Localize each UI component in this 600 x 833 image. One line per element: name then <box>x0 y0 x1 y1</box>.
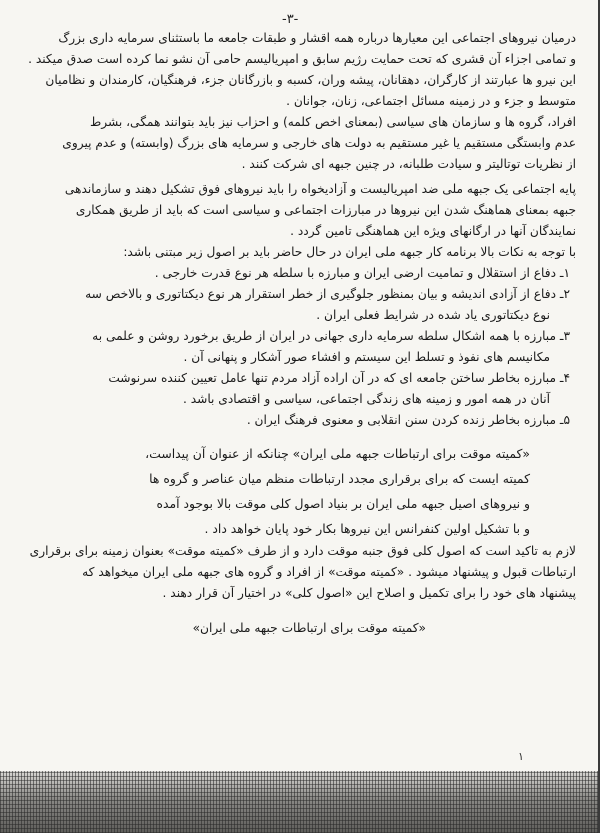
principle-item: ۳ـ مبارزه با همه اشکال سلطه سرمایه داری جهانی در ایران از طریق برخورد روشن و علمی به <box>92 329 570 343</box>
text-line: این نیرو ها عبارتند از کارگران، دهقانان، پیشه وران، کسبه و بازرگانان جزء، فرهنگیان، کارمندان و نظامیان <box>45 73 576 87</box>
signature: «کمیته موقت برای ارتباطات جبهه ملی ایران» <box>192 621 426 635</box>
principle-item-continuation: آنان در همه امور و زمینه های زندگی اجتماعی، سیاسی و اقتصادی باشد . <box>182 392 550 406</box>
document-body <box>22 28 576 639</box>
quote-line: «کمیته موقت برای ارتباطات جبهه ملی ایران» چنانکه از عنوان آن پیداست، <box>145 446 530 461</box>
text-line: عدم وابستگی مستقیم یا غیر مستقیم به دولت های خارجی و سرمایه های بزرگ (وابسته) و عدم پیروی <box>62 136 576 150</box>
paragraph-social-forces <box>22 28 576 175</box>
principles-list <box>22 263 576 431</box>
principle-item: ۲ـ دفاع از آزادی اندیشه و بیان بمنظور جلوگیری از خطر استقرار هر نوع دیکتاتوری و بالاخص سه <box>85 287 570 301</box>
text-line: پیشنهاد های خود را برای تکمیل و اصلاح این «اصول کلی» در اختیار آن قرار دهند . <box>162 586 576 600</box>
closing-paragraph <box>22 541 576 604</box>
text-line: افراد، گروه ها و سازمان های سیاسی (بمعنای اخص کلمه) و احزاب نیز باید بتوانند همگی، بشرط <box>89 115 576 129</box>
text-line: لازم به تاکید است که اصول کلی فوق جنبه موقت دارد و از طرف «کمیته موقت» بعنوان زمینه برای برقراری <box>29 544 576 558</box>
page-number: -۳- <box>282 12 299 27</box>
text-line: نمایندگان آنها در ارگانهای ویژه این هماهنگی تامین گردد . <box>290 224 576 238</box>
text-line: پایه اجتماعی یک جبهه ملی ضد امپریالیست و آزادیخواه را باید نیروهای فوق تشکیل دهند و سازماندهی <box>64 182 576 196</box>
principle-item: ۱ـ دفاع از استقلال و تمامیت ارضی ایران و مبارزه با سلطه هر نوع قدرت خارجی . <box>154 266 570 280</box>
principle-item-continuation: مکانیسم های نفوذ و تسلط این سیستم و افشاء صور آشکار و پنهانی آن . <box>183 350 550 364</box>
quote-line: و با تشکیل اولین کنفرانس این نیروها بکار خود پایان خواهد داد . <box>204 521 530 536</box>
text-line: از نظریات توتالیتر و سیادت طلبانه، در چنین جبهه ای شرکت کنند . <box>241 157 576 171</box>
text-line: و تمامی اجزاء آن قشری که تحت حمایت رژیم سابق و امپریالیسم حامی آن نشو نما کرده است صدق میکند . <box>28 52 576 66</box>
margin-mark: ۱ <box>518 750 524 763</box>
principle-item: ۴ـ مبارزه بخاطر ساختن جامعه ای که در آن اراده آزاد مردم تنها عامل تعیین کننده سرنوشت <box>108 371 570 385</box>
principle-item: ۵ـ مبارزه بخاطر زنده کردن سنن انقلابی و معنوی فرهنگ ایران . <box>246 413 570 427</box>
text-line: ارتباطات قبول و پیشنهاد میشود . «کمیته موقت» از افراد و گروه های جبهه ملی ایران میخواهد که <box>82 565 576 579</box>
paragraph-social-base <box>22 179 576 242</box>
text-line: جبهه بمعنای هماهنگ شدن این نیروها در مبارزات اجتماعی و سیاسی است که باید از طریق همکاری <box>75 203 576 217</box>
text-line: متوسط و جزء و در زمینه مسائل اجتماعی، زنان، جوانان . <box>286 94 576 108</box>
principles-intro: با توجه به نکات بالا برنامه کار جبهه ملی ایران در حال حاضر باید بر اصول زیر مبتنی باشد: <box>123 245 576 259</box>
principle-item-continuation: نوع دیکتاتوری یاد شده در شرایط فعلی ایران . <box>316 308 550 322</box>
quote-line: کمیته ایست که برای برقراری مجدد ارتباطات منظم میان عناصر و گروه ها <box>149 471 530 486</box>
committee-description <box>22 441 576 541</box>
scan-edge-shadow <box>0 771 598 833</box>
quote-line: و نیروهای اصیل جبهه ملی ایران بر بنیاد اصول کلی موقت بالا بوجود آمده <box>156 496 530 511</box>
text-line: درمیان نیروهای اجتماعی این معیارها درباره همه اقشار و طبقات جامعه ما باستثنای سرمایه داری بزرگ <box>58 31 576 45</box>
